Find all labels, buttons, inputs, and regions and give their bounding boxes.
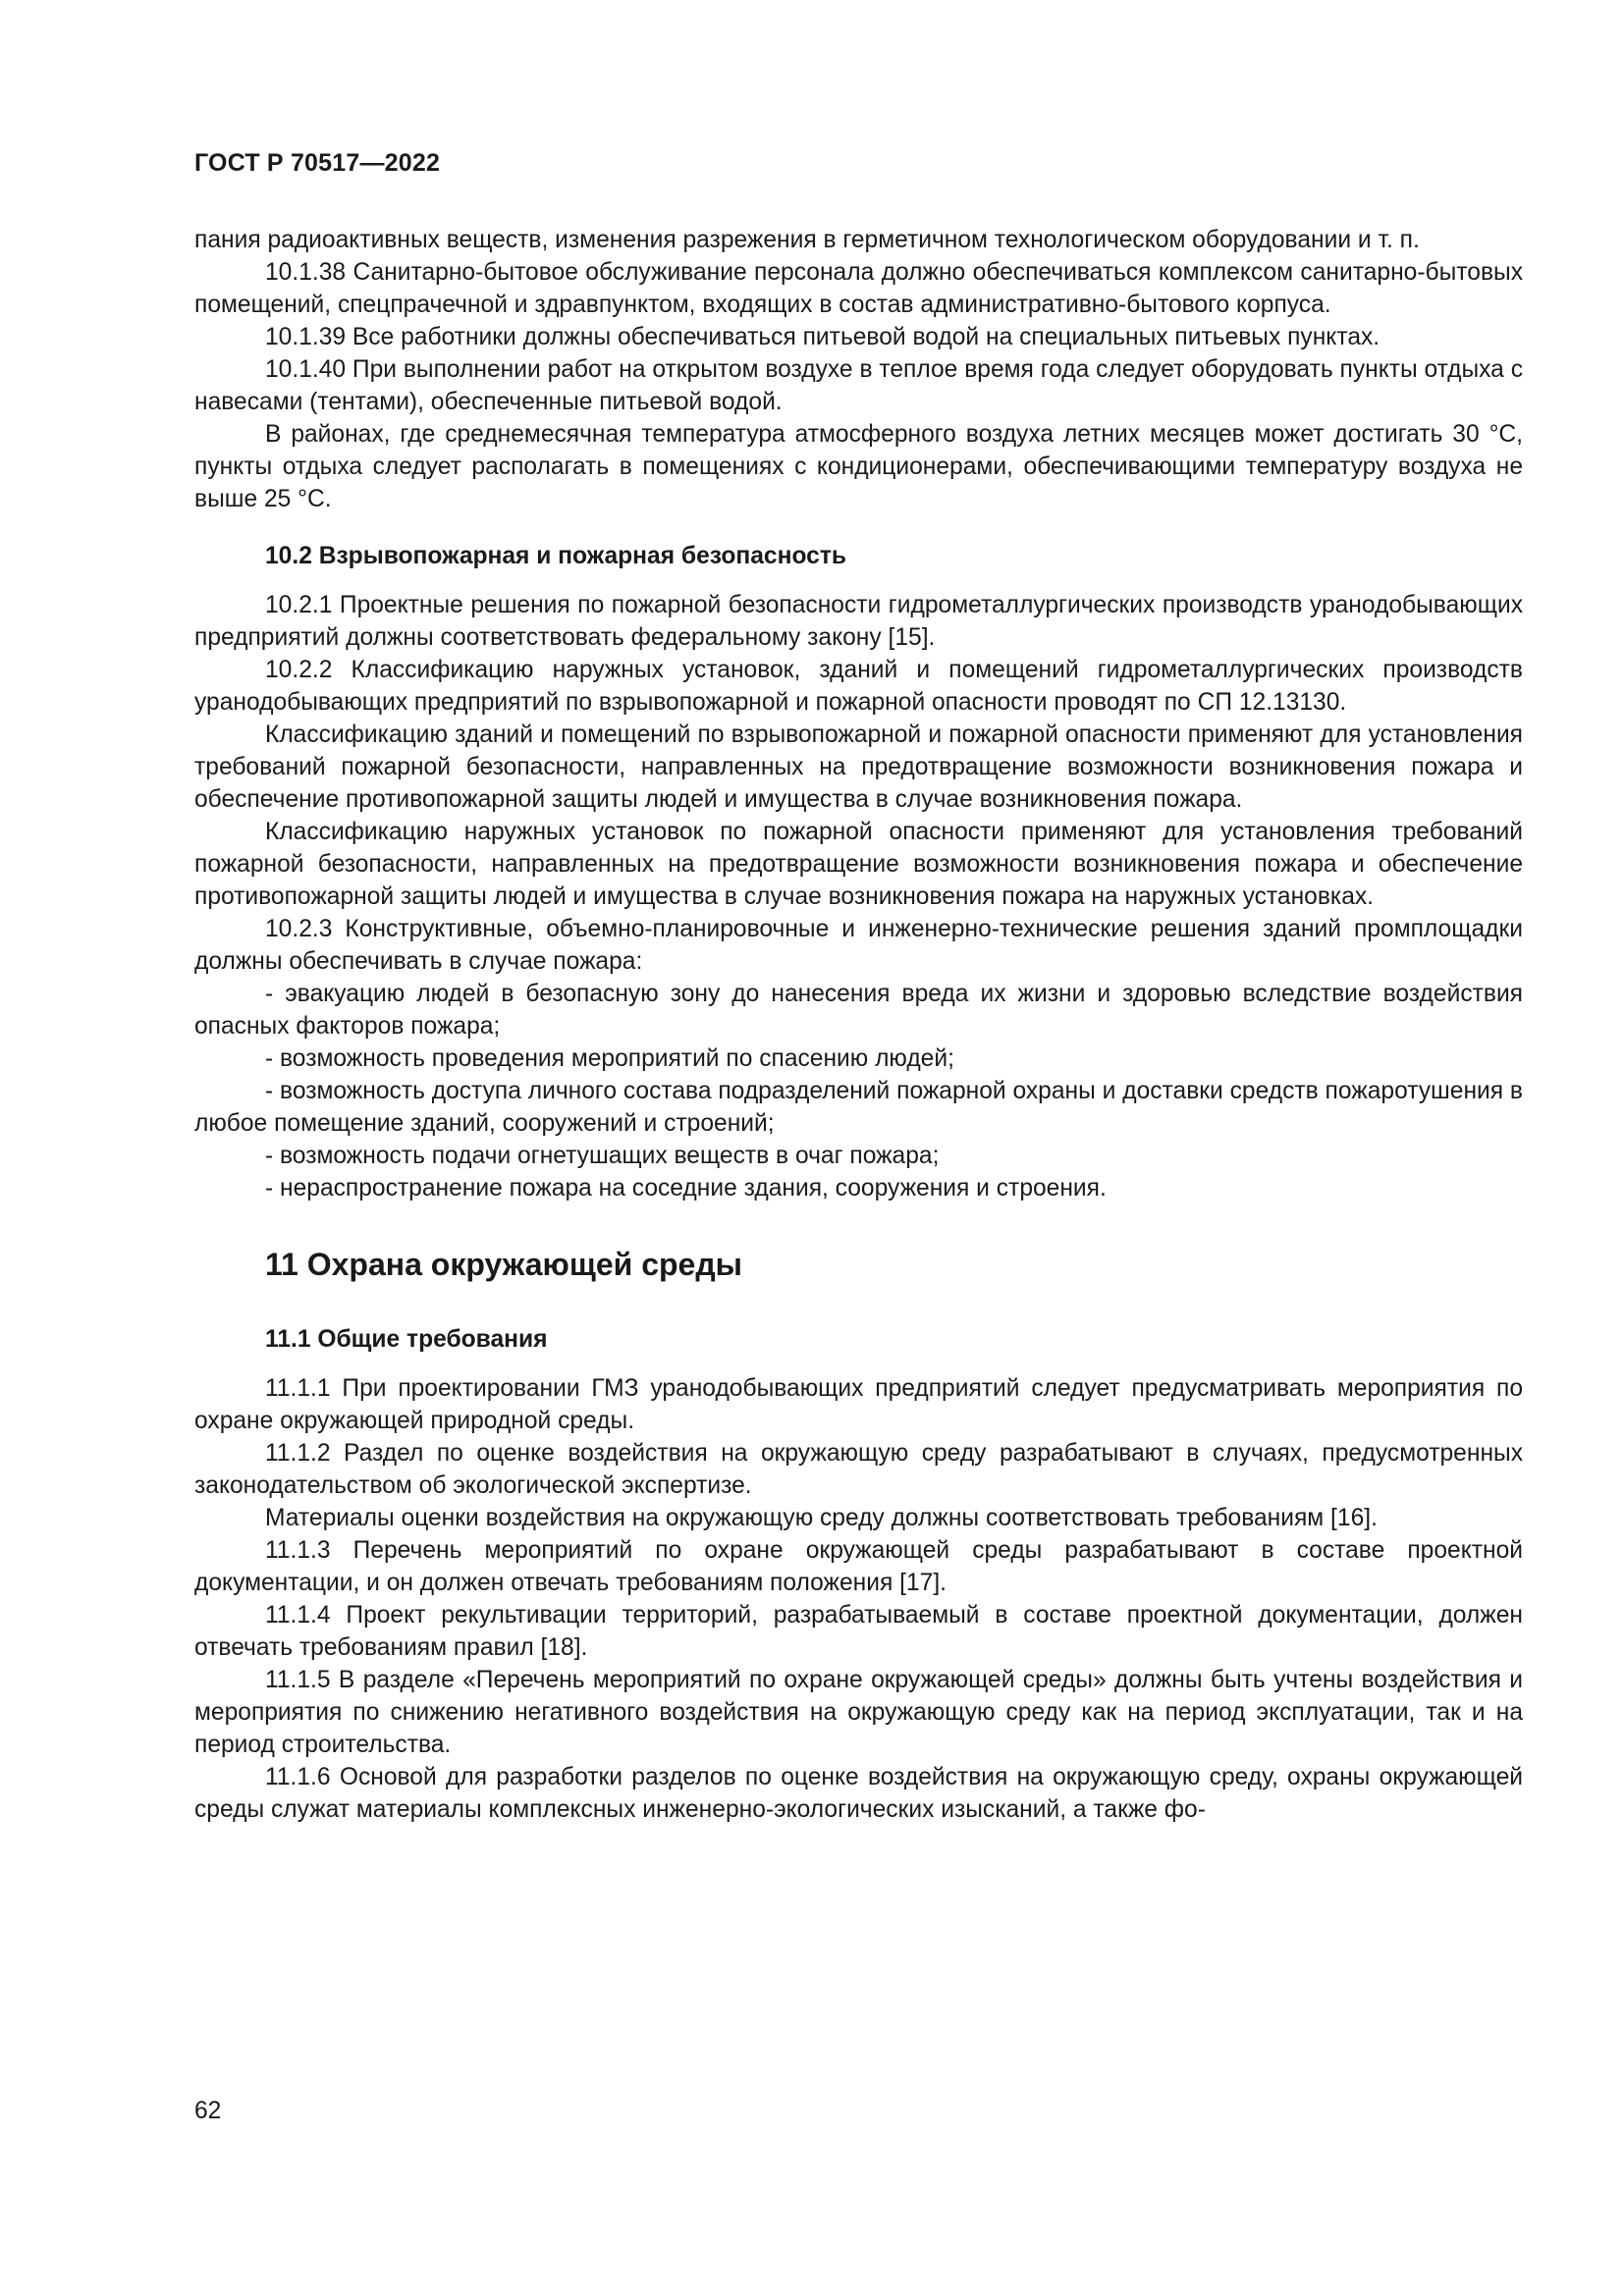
paragraph: Классификацию зданий и помещений по взрывопожарной и пожарной опасности применяют для установления требований пожарной безопасности, направленных на предотвращение возможности возникновения пожара и обеспечение противопожарной защиты людей и имущества в случае возникновения пожара. — [194, 721, 1523, 813]
list-item: - возможность доступа личного состава подразделений пожарной охраны и доставки средств пожаротушения в любое помещение зданий, сооружений и строений; — [194, 1078, 1523, 1137]
list-item: - нераспространение пожара на соседние здания, сооружения и строения. — [265, 1175, 1107, 1201]
list-item: - возможность подачи огнетушащих веществ в очаг пожара; — [265, 1143, 940, 1169]
subsection-heading-10-2: 10.2 Взрывопожарная и пожарная безопасность — [265, 543, 847, 569]
paragraph-11-1-1: 11.1.1 При проектировании ГМЗ уранодобывающих предприятий следует предусматривать мероприятия по охране окружающей природной среды. — [194, 1375, 1523, 1434]
paragraph: Материалы оценки воздействия на окружающую среду должны соответствовать требованиям [16]. — [265, 1505, 1378, 1531]
paragraph-10-1-38: 10.1.38 Санитарно-бытовое обслуживание персонала должно обеспечиваться комплексом санитарно-бытовых помещений, спецпрачечной и здравпунктом, входящих в состав административно-бытового корпуса. — [194, 259, 1523, 318]
subsection-heading-11-1: 11.1 Общие требования — [265, 1326, 548, 1353]
page-number: 62 — [194, 2098, 222, 2124]
paragraph-11-1-6: 11.1.6 Основой для разработки разделов по оценке воздействия на окружающую среду, охраны окружающей среды служат материалы комплексных инженерно-экологических изысканий, а также фо- — [194, 1764, 1523, 1823]
paragraph-11-1-5: 11.1.5 В разделе «Перечень мероприятий по охране окружающей среды» должны быть учтены воздействия и мероприятия по снижению негативного воздействия на окружающую среду как на период эксплуатации, так и на период строительства. — [194, 1667, 1523, 1758]
paragraph-10-2-3: 10.2.3 Конструктивные, объемно-планировочные и инженерно-технические решения зданий промплощадки должны обеспечивать в случае пожара: — [194, 916, 1523, 975]
document-header: ГОСТ Р 70517—2022 — [194, 149, 441, 177]
paragraph-11-1-4: 11.1.4 Проект рекультивации территорий, разрабатываемый в составе проектной документации, должен отвечать требованиям правил [18]. — [194, 1602, 1523, 1661]
paragraph-10-1-39: 10.1.39 Все работники должны обеспечиваться питьевой водой на специальных питьевых пунктах. — [265, 324, 1380, 350]
section-heading-11: 11 Охрана окружающей среды — [265, 1247, 742, 1282]
paragraph-10-2-2: 10.2.2 Классификацию наружных установок, зданий и помещений гидрометаллургических производств уранодобывающих предприятий по взрывопожарной и пожарной опасности проводят по СП 12.13130. — [194, 657, 1523, 716]
paragraph-11-1-3: 11.1.3 Перечень мероприятий по охране окружающей среды разрабатывают в составе проектной документации, и он должен отвечать требованиям положения [17]. — [194, 1537, 1523, 1596]
list-item: - эвакуацию людей в безопасную зону до нанесения вреда их жизни и здоровью вследствие воздействия опасных факторов пожара; — [194, 981, 1523, 1040]
paragraph: Классификацию наружных установок по пожарной опасности применяют для установления требований пожарной безопасности, направленных на предотвращение возможности возникновения пожара и обеспечение противопожарной защиты людей и имущества в случае возникновения пожара на наружных установках. — [194, 819, 1523, 910]
paragraph: пания радиоактивных веществ, изменения разрежения в герметичном технологическом оборудовании и т. п. — [194, 227, 1420, 253]
paragraph-11-1-2: 11.1.2 Раздел по оценке воздействия на окружающую среду разрабатывают в случаях, предусмотренных законодательством об экологической экспертизе. — [194, 1440, 1523, 1499]
paragraph: В районах, где среднемесячная температура атмосферного воздуха летних месяцев может достигать 30 °С, пункты отдыха следует располагать в помещениях с кондиционерами, обеспечивающими температуру воздуха не выше 25 °С. — [194, 421, 1523, 512]
paragraph-10-1-40: 10.1.40 При выполнении работ на открытом воздухе в теплое время года следует оборудовать пункты отдыха с навесами (тентами), обеспеченные питьевой водой. — [194, 356, 1523, 415]
paragraph-10-2-1: 10.2.1 Проектные решения по пожарной безопасности гидрометаллургических производств уранодобывающих предприятий должны соответствовать федеральному закону [15]. — [194, 592, 1523, 651]
list-item: - возможность проведения мероприятий по спасению людей; — [265, 1045, 954, 1072]
document-body — [194, 224, 1523, 1826]
